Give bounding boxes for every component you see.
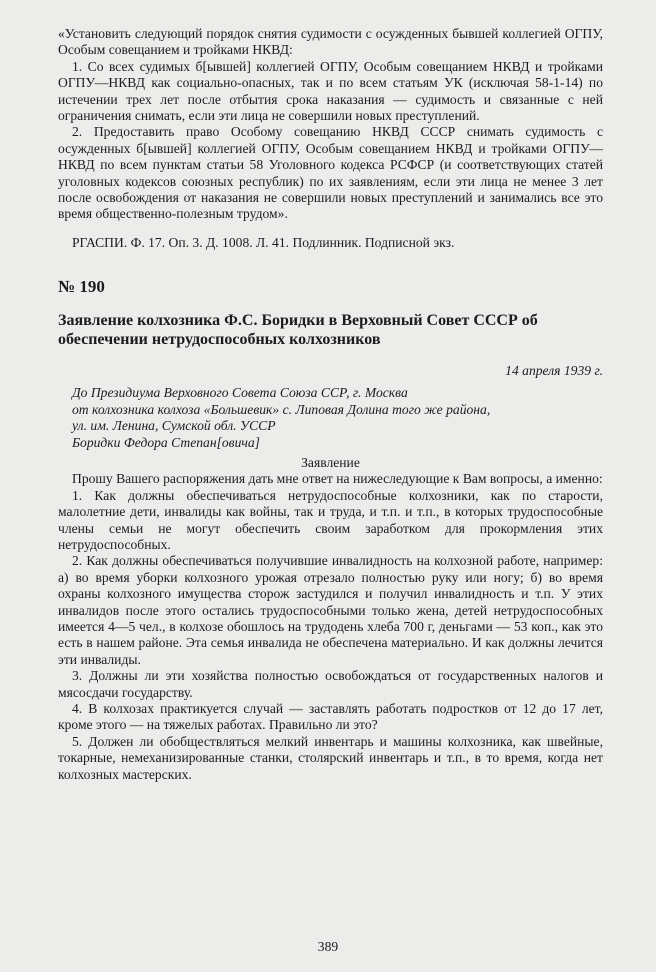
- address-block: [58, 385, 603, 451]
- statement-question-5: 5. Должен ли обобществляться мелкий инвентарь и машины колхозника, как швейные, токарные, немеханизированные станки, столярский инвентарь и т.п., в то время, когда нет колхозных мастерских.: [58, 733, 603, 782]
- resolution-item-1: 1. Со всех судимых б[ывшей] коллегией ОГПУ, Особым совещанием НКВД и тройками ОГПУ—НКВД как социально-опасных, так и по всем статьям УК (исключая 58-1-14) по истечении трех лет после отбытия срока наказания — судимость и связанные с ней ограничения снимать, если эти лица не совершили новых преступлений.: [58, 58, 603, 124]
- resolution-item-2: 2. Предоставить право Особому совещанию НКВД СССР снимать судимость с осужденных б[ывшей] коллегией ОГПУ, Особым совещанием НКВД и тройками ОГПУ—НКВД по всем пунктам статьи 58 Уголовного кодекса РСФСР (и соответствующих статей уголовных кодексов союзных республик) по их заявлениям, если эти лица не менее 3 лет после освобождения от наказания не совершили новых преступлений и занимались все это время общественно-полезным трудом».: [58, 124, 603, 222]
- archive-reference: РГАСПИ. Ф. 17. Оп. 3. Д. 1008. Л. 41. Подлинник. Подписной экз.: [72, 234, 455, 250]
- address-line: Боридки Федора Степан[овича]: [72, 434, 260, 450]
- address-line: от колхозника колхоза «Большевик» с. Липовая Долина того же района,: [72, 401, 491, 417]
- statement-question-3: 3. Должны ли эти хозяйства полностью освобождаться от государственных налогов и мясосдачи государству.: [58, 668, 603, 700]
- statement-heading: Заявление: [301, 454, 360, 470]
- statement-intro: Прошу Вашего распоряжения дать мне ответ на нижеследующие к Вам вопросы, а именно:: [72, 471, 603, 487]
- statement-question-1: 1. Как должны обеспечиваться нетрудоспособные колхозники, как по старости, малолетние дети, инвалиды как войны, так и труда, и т.п. и т.п., в которых трудоспособные члены семьи не могут обеспечить своим заработком для прокормления этих нетрудоспособных.: [58, 487, 603, 552]
- document-title: Заявление колхозника Ф.С. Боридки в Верховный Совет СССР об обеспечении нетрудоспособных колхозников: [58, 312, 538, 349]
- page-number: 389: [317, 939, 339, 954]
- statement-question-2: 2. Как должны обеспечиваться получившие инвалидность на колхозной работе, например: а) во время уборки колхозного урожая отрезало полностью руку или ногу; б) во время охраны колхозного имущества сторож застудился и получил инвалидность и т.п. У этих инвалидов после этого остались трудоспособными только жена, детей нетрудоспособных имеется 4—5 чел., в колхозе обошлось на трудодень хлеба 700 г, деньгами — 53 коп., как это есть в нашем районе. Эта семья инвалида не обеспечена материально. И как должны лечится эти инвалиды.: [58, 553, 603, 667]
- address-line: До Президиума Верховного Совета Союза ССР, г. Москва: [72, 385, 408, 401]
- statement-question-4: 4. В колхозах практикуется случай — заставлять работать подростков от 12 до 17 лет, кроме этого — на тяжелых работах. Правильно ли это?: [58, 701, 603, 733]
- address-line: ул. им. Ленина, Сумской обл. УССР: [72, 418, 276, 434]
- document-page: [58, 26, 603, 783]
- resolution-quote: «Установить следующий порядок снятия судимости с осужденных бывшей коллегией ОГПУ, Особым совещанием и тройками НКВД:: [58, 26, 603, 58]
- document-date: 14 апреля 1939 г.: [505, 363, 603, 379]
- document-number: № 190: [58, 277, 105, 297]
